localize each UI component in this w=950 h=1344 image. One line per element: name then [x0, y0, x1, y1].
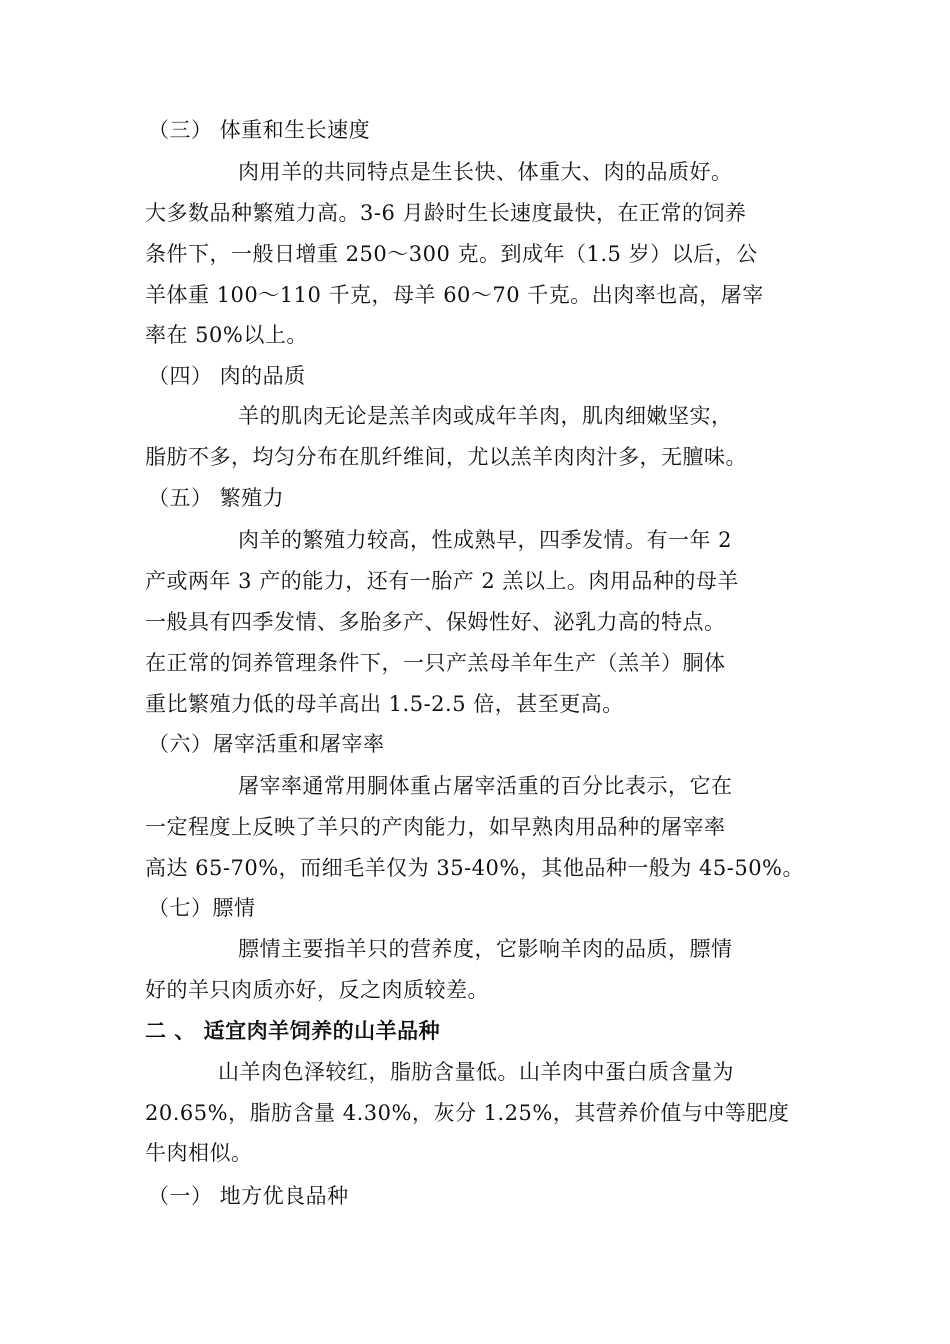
paragraph-line: 牛肉相似。: [145, 1141, 253, 1165]
section-heading: （五） 繁殖力: [148, 486, 285, 510]
section-heading: （三） 体重和生长速度: [148, 118, 371, 142]
paragraph-line: 一定程度上反映了羊只的产肉能力，如早熟肉用品种的屠宰率: [145, 815, 726, 839]
chapter-heading: 二 、 适宜肉羊饲养的山羊品种: [145, 1018, 441, 1043]
paragraph-line: 重比繁殖力低的母羊高出 1.5-2.5 倍，甚至更高。: [145, 692, 624, 716]
paragraph-line: 大多数品种繁殖力高。3-6 月龄时生长速度最快，在正常的饲养: [145, 201, 747, 225]
section-heading: （六）屠宰活重和屠宰率: [148, 732, 385, 756]
paragraph-line: 脂肪不多，均匀分布在肌纤维间，尤以羔羊肉肉汁多，无膻味。: [145, 445, 747, 469]
paragraph-line: 羊的肌肉无论是羔羊肉或成年羊肉，肌肉细嫩坚实，: [238, 404, 733, 428]
paragraph-line: 条件下，一般日增重 250～300 克。到成年（1.5 岁）以后，公: [145, 242, 758, 266]
paragraph-line: 20.65%，脂肪含量 4.30%，灰分 1.25%，其营养价值与中等肥度: [145, 1101, 790, 1125]
section-heading: （七）膘情: [148, 896, 256, 920]
paragraph-line: 山羊肉色泽较红，脂肪含量低。山羊肉中蛋白质含量为: [218, 1060, 734, 1084]
paragraph-line: 率在 50%以上。: [145, 323, 308, 347]
paragraph-line: 肉羊的繁殖力较高，性成熟早，四季发情。有一年 2: [238, 528, 733, 552]
paragraph-line: 好的羊只肉质亦好，反之肉质较差。: [145, 978, 489, 1002]
paragraph-line: 高达 65-70%，而细毛羊仅为 35-40%，其他品种一般为 45-50%。: [145, 856, 805, 880]
paragraph-line: 肉用羊的共同特点是生长快、体重大、肉的品质好。: [238, 160, 733, 184]
paragraph-line: 屠宰率通常用胴体重占屠宰活重的百分比表示，它在: [238, 774, 733, 798]
paragraph-line: 在正常的饲养管理条件下，一只产羔母羊年生产（羔羊）胴体: [145, 651, 726, 675]
paragraph-line: 膘情主要指羊只的营养度，它影响羊肉的品质，膘情: [238, 937, 733, 961]
section-heading: （一） 地方优良品种: [148, 1184, 349, 1208]
paragraph-line: 产或两年 3 产的能力，还有一胎产 2 羔以上。肉用品种的母羊: [145, 569, 739, 593]
section-heading: （四） 肉的品质: [148, 364, 306, 388]
paragraph-line: 一般具有四季发情、多胎多产、保姆性好、泌乳力高的特点。: [145, 610, 726, 634]
paragraph-line: 羊体重 100～110 千克，母羊 60～70 千克。出肉率也高，屠宰: [145, 283, 764, 307]
